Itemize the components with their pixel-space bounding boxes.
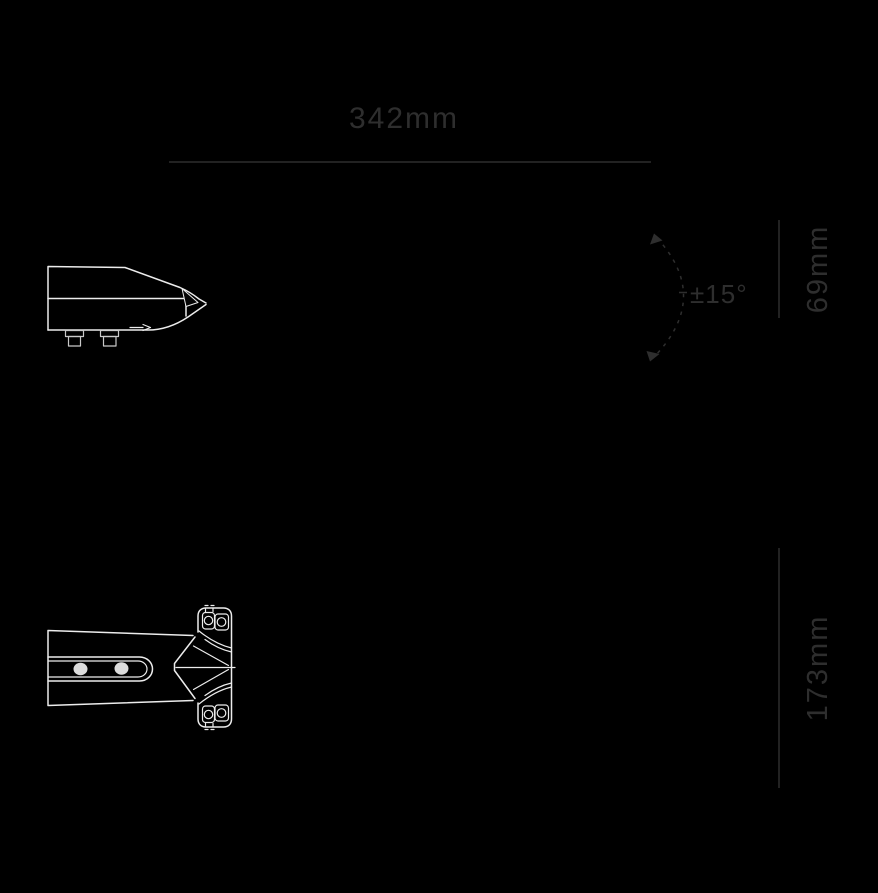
foot-body <box>104 337 117 347</box>
tilt-arc-arrowhead-top-icon <box>650 234 663 245</box>
length-dimension-label: 173mm <box>802 614 834 722</box>
foot-flange <box>101 331 119 337</box>
foot-flange <box>66 331 84 337</box>
clip-screw <box>217 618 226 627</box>
tilt-dimension-label: ±15° <box>690 279 748 309</box>
bottom-head-bottom-clip <box>203 705 229 730</box>
foot-body <box>69 337 81 347</box>
bottom-head-top-clip <box>203 606 229 631</box>
width-dimension-label: 342mm <box>348 102 460 135</box>
clip-screw <box>204 616 212 624</box>
tilt-arc <box>653 238 684 358</box>
tilt-dimension <box>647 234 688 362</box>
bottom-screw-hole <box>115 662 129 674</box>
side-pivot-arrow-icon <box>182 289 198 307</box>
bottom-screw-hole <box>74 663 88 675</box>
clip-screw <box>204 710 212 718</box>
side-view-drawing <box>48 267 206 347</box>
bottom-view-drawing <box>48 606 235 730</box>
bottom-yoke-wedge-right <box>176 646 235 690</box>
bottom-slot-inner <box>48 661 147 677</box>
side-bottom-edge <box>48 305 206 331</box>
clip-screw <box>217 709 226 718</box>
side-mounting-feet <box>66 331 119 347</box>
height-dimension-label: 69mm <box>802 224 834 314</box>
